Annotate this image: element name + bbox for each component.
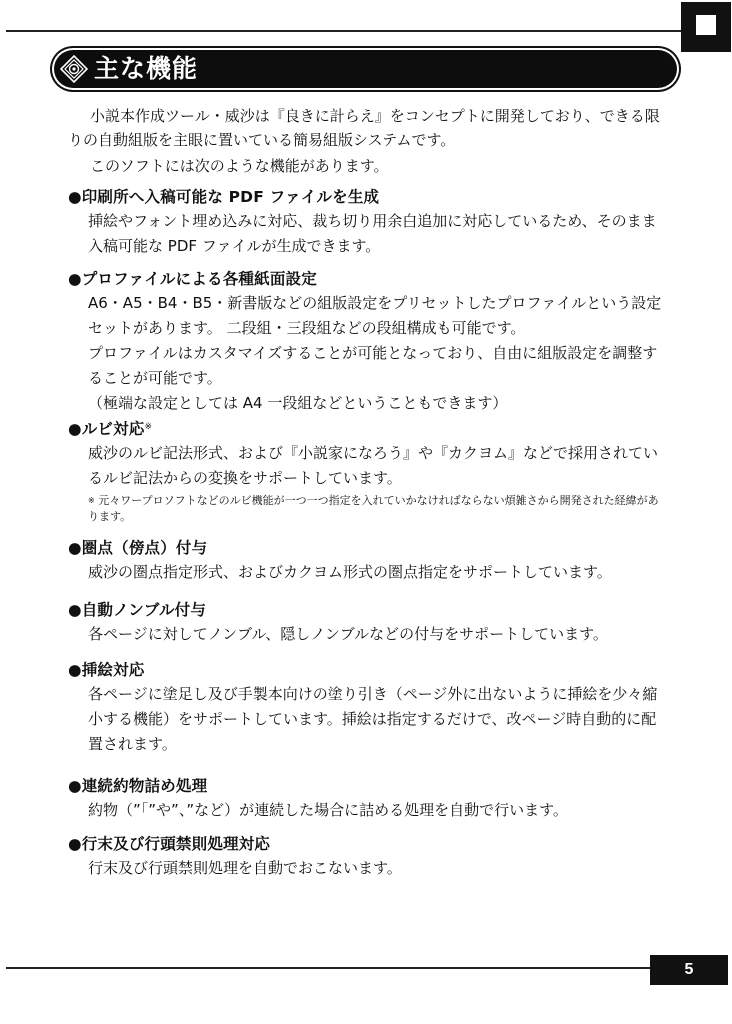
feature-text: 約物（”「”や”、”など）が連続した場合に詰める処理を自動で行います。: [88, 801, 568, 819]
intro-paragraph: このソフトには次のような機能があります。: [90, 157, 389, 175]
feature-kinsoku: [68, 833, 668, 881]
intro: [68, 104, 668, 178]
feature-punctuation: [68, 775, 668, 823]
footnote: ※ 元々ワープロソフトなどのルビ機能が一つ一つ指定を入れていかなければならない煩雑さから開発された経緯があります。: [88, 494, 659, 523]
bottom-rule: [6, 967, 728, 969]
section-banner: [54, 50, 677, 88]
feature-text: 挿絵やフォント埋め込みに対応、裁ち切り用余白追加に対応しているため、そのまま入稿可能な PDF ファイルが生成できます。: [88, 212, 657, 255]
corner-marker: [681, 2, 731, 52]
feature-text: プロファイルはカスタマイズすることが可能となっており、自由に組版設定を調整することが可能です。: [88, 344, 658, 387]
feature-heading: ●自動ノンブル付与: [68, 601, 207, 619]
feature-text: 威沙の圏点指定形式、およびカクヨム形式の圏点指定をサポートしています。: [88, 563, 612, 581]
feature-text: 行末及び行頭禁則処理を自動でおこないます。: [88, 859, 402, 877]
feature-heading: ●プロファイルによる各種紙面設定: [68, 270, 317, 288]
feature-emphasis: [68, 537, 668, 585]
feature-pdf: [68, 186, 668, 259]
feature-text: （極端な設定としては A4 一段組などということもできます）: [88, 394, 508, 412]
footnote-mark: ※: [144, 422, 153, 432]
feature-heading: ●ルビ対応※: [68, 420, 153, 438]
feature-text: 各ページに対してノンブル、隠しノンブルなどの付与をサポートしています。: [88, 625, 608, 643]
emblem-icon: [60, 55, 88, 83]
page-number: 5: [650, 955, 728, 985]
feature-heading: ●圏点（傍点）付与: [68, 539, 208, 557]
feature-ruby: [68, 418, 668, 525]
feature-text: A6・A5・B4・B5・新書版などの組版設定をプリセットしたプロファイルという設定セットがあります。 二段組・三段組などの段組構成も可能です。: [88, 294, 662, 337]
feature-text: 威沙のルビ記法形式、および『小説家になろう』や『カクヨム』などで採用されているルビ記法からの変換をサポートしています。: [88, 444, 659, 487]
page-title: 主な機能: [94, 54, 199, 83]
feature-illustration: [68, 659, 668, 757]
feature-heading: ●挿絵対応: [68, 661, 145, 679]
top-rule: [6, 30, 686, 32]
feature-text: 各ページに塗足し及び手製本向けの塗り引き（ページ外に出ないように挿絵を少々縮小する機能）をサポートしています。挿絵は指定するだけで、改ページ時自動的に配置されます。: [88, 685, 658, 753]
feature-heading: ●行末及び行頭禁則処理対応: [68, 835, 271, 853]
feature-profile: [68, 268, 668, 416]
footnote-mark: ※: [88, 496, 95, 505]
feature-nombre: [68, 599, 668, 647]
feature-heading: ●連続約物詰め処理: [68, 777, 208, 795]
intro-paragraph: 小説本作成ツール・威沙は『良きに計らえ』をコンセプトに開発しており、できる限りの自動組版を主眼に置いている簡易組版システムです。: [68, 107, 660, 149]
feature-heading: ●印刷所へ入稿可能な PDF ファイルを生成: [68, 188, 380, 206]
